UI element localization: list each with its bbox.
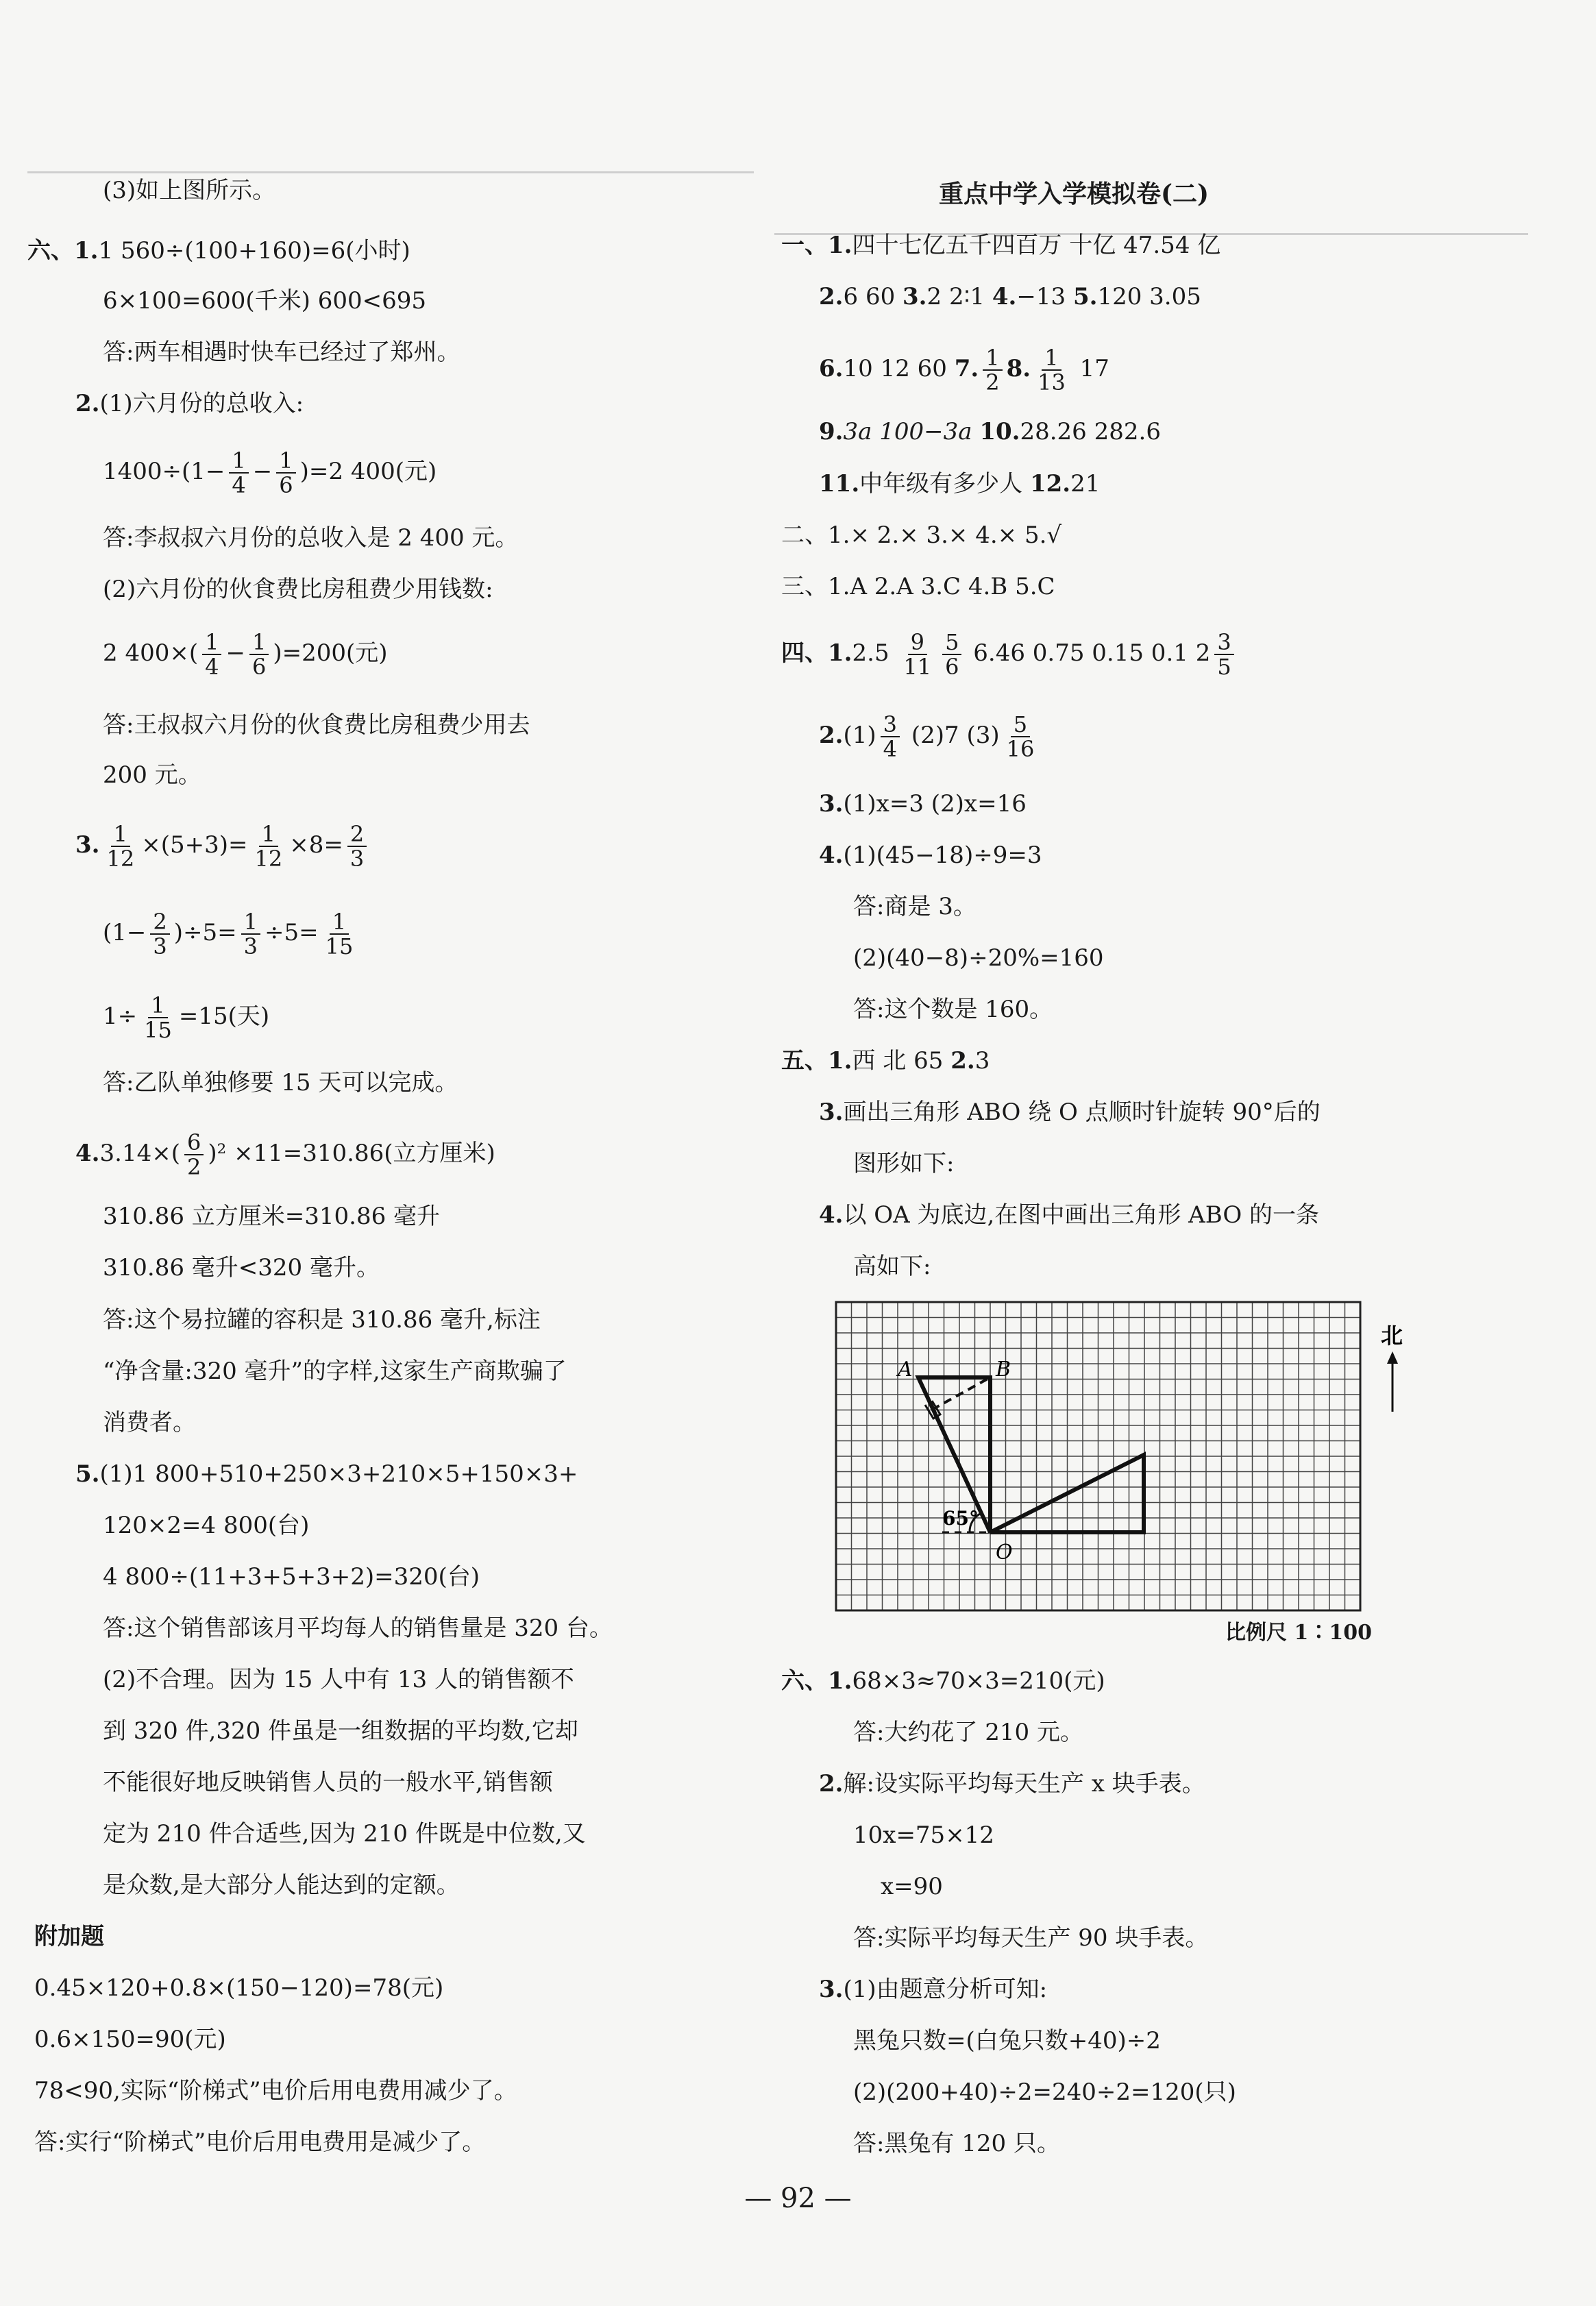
text-line: 9.3a 100−3a 10.28.26 282.6 xyxy=(819,418,1161,445)
text-line: 120×2=4 800(台) xyxy=(103,1512,310,1539)
north-arrow-head xyxy=(1387,1351,1398,1364)
text-line: 不能很好地反映销售人员的一般水平,销售额 xyxy=(103,1769,553,1796)
text-line: 3.画出三角形 ABO 绕 O 点顺时针旋转 90°后的 xyxy=(819,1099,1321,1126)
text-line: 高如下: xyxy=(853,1253,931,1280)
north-label: 北 xyxy=(1381,1323,1403,1349)
text-line: 78<90,实际“阶梯式”电价后用电费用减少了。 xyxy=(34,2077,517,2105)
text-line: 答:这个销售部该月平均每人的销售量是 320 台。 xyxy=(103,1615,613,1642)
text-line: 答:两车相遇时快车已经过了郑州。 xyxy=(103,339,461,366)
scale-label: 比例尺 1∶100 xyxy=(1225,1621,1372,1645)
text-line: 答:黑兔有 120 只。 xyxy=(853,2130,1060,2157)
text-line: 六、1.68×3≈70×3=210(元) xyxy=(781,1667,1105,1695)
text-line: 2.解:设实际平均每天生产 x 块手表。 xyxy=(819,1770,1205,1798)
grid-lines xyxy=(836,1302,1360,1610)
text-line: 310.86 毫升<320 毫升。 xyxy=(103,1254,380,1281)
text-line: (3)如上图所示。 xyxy=(103,177,276,204)
text-line: 0.45×120+0.8×(150−120)=78(元) xyxy=(34,1974,444,2002)
text-line: 一、1.四十七亿五千四百万 十亿 47.54 亿 xyxy=(781,232,1221,259)
text-line: 2.6 60 3.2 2∶1 4.−13 5.120 3.05 xyxy=(819,283,1201,310)
grid-figure xyxy=(829,1295,1412,1638)
section-title: 重点中学入学模拟卷(二) xyxy=(939,180,1210,208)
text-line: (2)不合理。因为 15 人中有 13 人的销售额不 xyxy=(103,1666,574,1693)
text-line: 200 元。 xyxy=(103,761,201,789)
formula-line: 四、1.2.5 $\frac{9}{11}$ $\frac{5}{6}$ 6.46 0.75 0.15 0.1 2 $\frac{3}{5}$ xyxy=(781,630,1238,678)
text-line: 4.(1)(45−18)÷9=3 xyxy=(819,842,1042,869)
label-o: O xyxy=(996,1541,1013,1565)
text-line: 3.(1)由题意分析可知: xyxy=(819,1976,1048,2003)
formula-line: 3. $\frac{1}{12}$ ×(5+3)= $\frac{1}{12}$ ×8= $\frac{2}{3}$ xyxy=(75,822,371,870)
text-line: 答:大约花了 210 元。 xyxy=(853,1719,1083,1746)
text-line: 4 800÷(11+3+5+3+2)=320(台) xyxy=(103,1563,480,1591)
label-b: B xyxy=(996,1358,1011,1382)
text-line: 答:乙队单独修要 15 天可以完成。 xyxy=(103,1069,458,1096)
text-line: 5.(1)1 800+510+250×3+210×5+150×3+ xyxy=(75,1460,578,1488)
height-line xyxy=(932,1377,990,1410)
text-line: 10x=75×12 xyxy=(853,1822,994,1849)
label-angle: 65° xyxy=(942,1507,979,1530)
text-line: (2)(40−8)÷20%=160 xyxy=(853,944,1104,972)
formula-line: 2 400×( $\frac{1}{4}$ − $\frac{1}{6}$ )=200(元) xyxy=(103,629,388,680)
page-number: — 92 — xyxy=(744,2183,852,2214)
formula-line: 1400÷(1− $\frac{1}{4}$ − $\frac{1}{6}$ )=2 400(元) xyxy=(103,447,437,498)
scan-rule-top xyxy=(27,171,754,173)
section-heading: 附加题 xyxy=(34,1923,104,1950)
text-line: (2)(200+40)÷2=240÷2=120(只) xyxy=(853,2078,1236,2106)
text-line: 消费者。 xyxy=(103,1409,196,1436)
text-line: 2.(1)六月份的总收入: xyxy=(75,390,304,417)
text-line: 答:李叔叔六月份的总收入是 2 400 元。 xyxy=(103,524,519,552)
text-line: 图形如下: xyxy=(853,1150,955,1177)
label-a: A xyxy=(898,1358,913,1382)
formula-line: 1÷ $\frac{1}{15}$ =15(天) xyxy=(103,992,270,1043)
text-line: 答:实际平均每天生产 90 块手表。 xyxy=(853,1924,1209,1952)
text-line: 11.中年级有多少人 12.21 xyxy=(819,470,1101,498)
text-line: x=90 xyxy=(881,1873,943,1900)
formula-line: (1− $\frac{2}{3}$ )÷5= $\frac{1}{3}$ ÷5= $\frac{1}{15}$ xyxy=(103,909,354,959)
text-line: 答:实行“阶梯式”电价后用电费用是减少了。 xyxy=(34,2129,486,2156)
text-line: 0.6×150=90(元) xyxy=(34,2026,226,2053)
text-line: 是众数,是大部分人能达到的定额。 xyxy=(103,1872,460,1899)
text-line: 定为 210 件合适些,因为 210 件既是中位数,又 xyxy=(103,1820,586,1848)
text-line: 4.以 OA 为底边,在图中画出三角形 ABO 的一条 xyxy=(819,1201,1320,1229)
text-line: 到 320 件,320 件虽是一组数据的平均数,它却 xyxy=(103,1717,578,1745)
formula-line: 2.(1) $\frac{3}{4}$ (2)7 (3) $\frac{5}{16}$ xyxy=(819,711,1035,762)
text-line: 三、1.A 2.A 3.C 4.B 5.C xyxy=(781,573,1055,600)
text-line: 答:这个易拉罐的容积是 310.86 毫升,标注 xyxy=(103,1306,541,1334)
text-line: 答:王叔叔六月份的伙食费比房租费少用去 xyxy=(103,711,530,739)
text-line: (2)六月份的伙食费比房租费少用钱数: xyxy=(103,576,493,603)
text-line: 答:这个数是 160。 xyxy=(853,996,1053,1023)
text-line: 3.(1)x=3 (2)x=16 xyxy=(819,790,1027,818)
text-line: 黑兔只数=(白兔只数+40)÷2 xyxy=(853,2027,1161,2054)
text-line: 310.86 立方厘米=310.86 毫升 xyxy=(103,1203,441,1230)
text-line: 答:商是 3。 xyxy=(853,893,977,920)
text-line: 二、1.× 2.× 3.× 4.× 5.√ xyxy=(781,522,1062,549)
text-line: 六、1.1 560÷(100+160)=6(小时) xyxy=(27,237,410,265)
text-line: 五、1.西 北 65 2.3 xyxy=(781,1047,990,1075)
formula-line: 4.3.14×( $\frac{6}{2}$ )² ×11=310.86(立方厘米) xyxy=(75,1129,495,1180)
text-line: 6×100=600(千米) 600<695 xyxy=(103,287,427,315)
text-line: “净含量:320 毫升”的字样,这家生产商欺骗了 xyxy=(103,1358,567,1385)
formula-line: 6.10 12 60 7. $\frac{1}{2}$ 8. $\frac{1}{13}$ 17 xyxy=(819,345,1109,395)
